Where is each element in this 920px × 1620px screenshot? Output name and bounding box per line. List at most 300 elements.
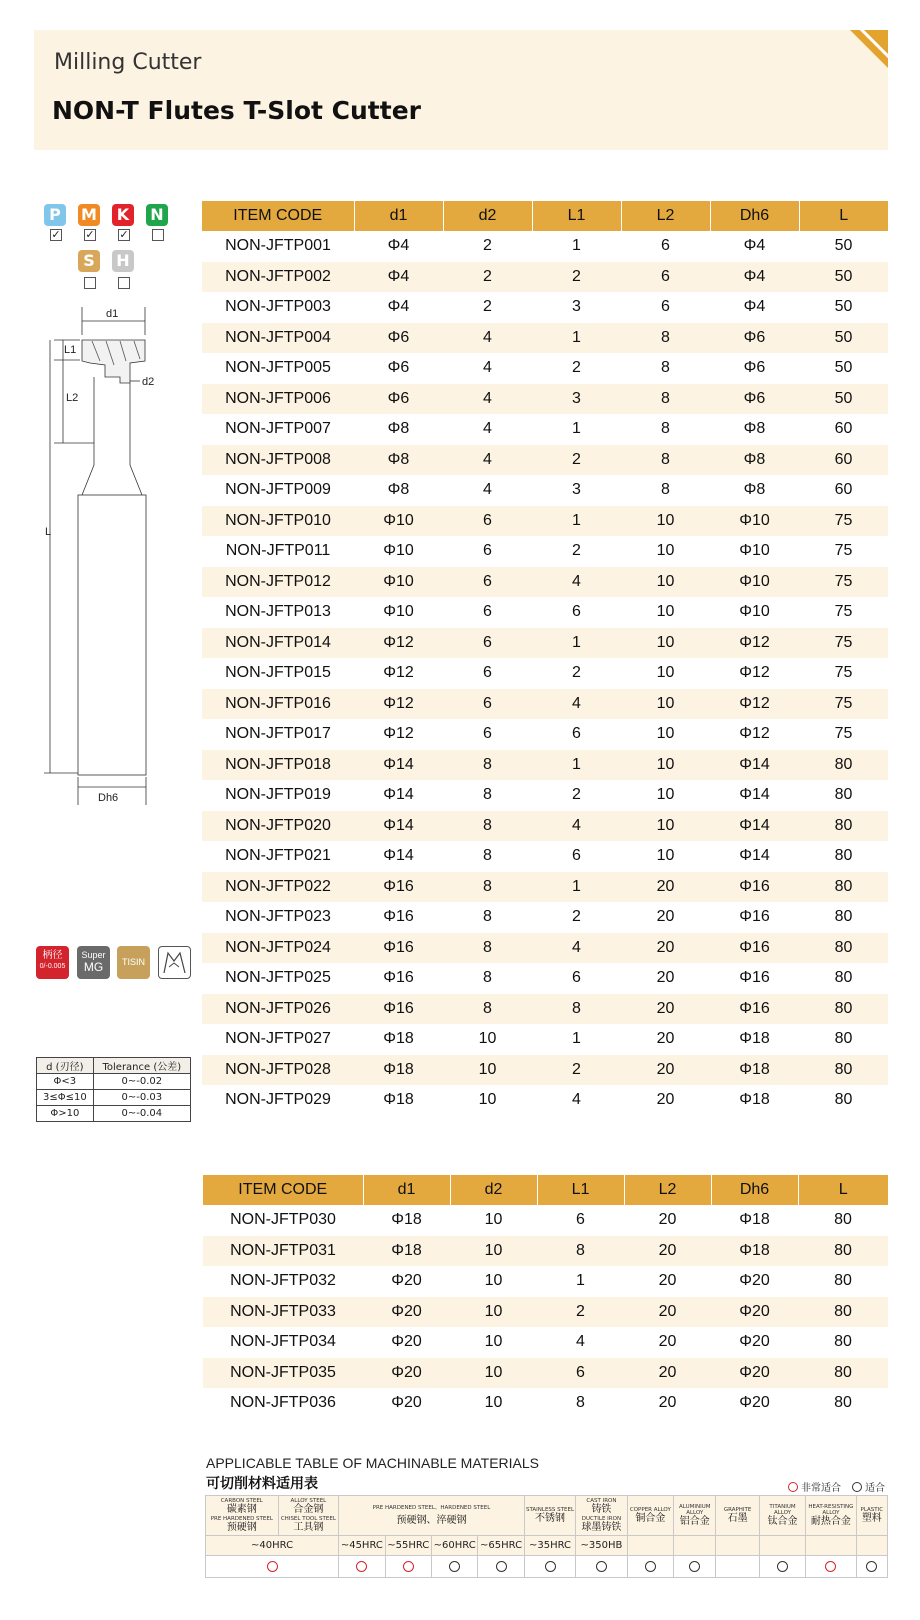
table-row: [202, 536, 888, 567]
table-cell: 75: [834, 603, 853, 621]
table-cell: 2: [532, 1055, 621, 1086]
table-cell: 80: [798, 1358, 888, 1389]
table-cell: Φ8: [354, 445, 443, 476]
table-cell: 75: [799, 689, 888, 720]
material-h-badge: H: [112, 250, 134, 272]
column-header: ITEM CODE: [202, 201, 354, 231]
table-cell: Φ18: [710, 1055, 799, 1086]
item-code-cell: NON-JFTP020: [202, 811, 354, 842]
table-cell: Φ20: [711, 1358, 798, 1389]
table-cell: 1: [532, 506, 621, 537]
material-p-badge: P: [44, 204, 66, 226]
column-header: d2: [450, 1175, 537, 1205]
table-cell: 80: [799, 1055, 888, 1086]
table-cell: Φ18: [363, 1236, 450, 1267]
suitable-icon: [777, 1561, 788, 1572]
table-cell: 8: [621, 384, 710, 415]
table-cell: 20: [656, 969, 675, 987]
column-header: L2: [624, 1175, 711, 1205]
table-cell: 60: [834, 420, 853, 438]
material-p-checkbox: ✓: [51, 229, 61, 241]
dim-l: L: [45, 526, 52, 538]
table-cell: Φ20: [391, 1394, 422, 1412]
shank-tolerance-badge: 柄径 0/-0.005: [36, 946, 69, 979]
material-s-badge: S: [78, 250, 100, 272]
table-cell: 4: [532, 811, 621, 842]
table-cell: 10: [656, 725, 675, 743]
table-cell: Φ12: [710, 628, 799, 659]
table-cell: 8: [537, 1236, 624, 1267]
table-cell: Φ8: [743, 420, 766, 438]
suitable-icon: [689, 1561, 700, 1572]
table-cell: 4: [483, 420, 492, 438]
suitability-cell: [339, 1556, 385, 1578]
table-row: [203, 1388, 888, 1419]
item-code-cell: NON-JFTP036: [230, 1394, 336, 1412]
table-cell: Φ10: [383, 542, 414, 560]
table-cell: 10: [656, 603, 675, 621]
table-cell: 4: [443, 323, 532, 354]
item-code-cell: NON-JFTP025: [225, 969, 331, 987]
table-cell: 10: [656, 786, 675, 804]
table-cell: Φ14: [739, 847, 770, 865]
table-cell: 6: [661, 298, 670, 316]
dim-d2: d2: [142, 376, 155, 388]
material-m-checkbox: ✓: [85, 229, 95, 241]
table-row: [202, 1055, 888, 1086]
dim-dh6: Dh6: [98, 792, 119, 804]
table-cell: 6: [443, 689, 532, 720]
table-cell: 20: [624, 1297, 711, 1328]
table-cell: 80: [799, 872, 888, 903]
item-code-cell: NON-JFTP026: [202, 994, 354, 1025]
table-cell: 10: [484, 1333, 503, 1351]
table-cell: 2: [572, 359, 581, 377]
table-cell: 80: [834, 1091, 853, 1109]
table-cell: 2: [537, 1297, 624, 1328]
table-cell: 60: [834, 481, 853, 499]
column-header: L1: [532, 201, 621, 231]
materials-header-row: CARBON STEEL 碳素钢 PRE HARDENED STEEL 预硬钢 ALLOY STEEL 合金钢 CHISEL TOOL STEEL 工具钢 PRE HARDENED STEEL、HARDENED STEEL 预硬钢、淬硬钢 STAINLESS STEEL 不锈钢 CAST IRON 铸铁 DUCTILE IRON 球墨铸铁 COPPER ALLOY 铜合金 ALUMINIUM ALLOY 铝合金 GRAPHITE 石墨 TITANIUM ALLOY 钛合金 HEAT-RESISTING ALLOY 耐热合金 PLASTIC 塑料: [206, 1496, 888, 1536]
table-cell: Φ14: [354, 750, 443, 781]
table-row: [202, 323, 888, 354]
table-cell: 20: [624, 1236, 711, 1267]
table-cell: Φ8: [387, 420, 410, 438]
table-row: [202, 750, 888, 781]
table-row: [202, 1024, 888, 1055]
table-cell: Φ6: [354, 384, 443, 415]
table-cell: 1: [532, 750, 621, 781]
table-cell: 10: [450, 1236, 537, 1267]
table-row: [202, 353, 888, 384]
table-row: [202, 994, 888, 1025]
black-circle-icon: [852, 1482, 862, 1492]
table-cell: 8: [483, 786, 492, 804]
table-cell: 10: [621, 506, 710, 537]
table-header-row: [202, 201, 888, 231]
table-cell: 20: [658, 1211, 677, 1229]
table-cell: 6: [483, 603, 492, 621]
table-cell: 8: [661, 481, 670, 499]
table-cell: 8: [483, 969, 492, 987]
table-cell: 80: [834, 786, 853, 804]
item-code-cell: NON-JFTP018: [202, 750, 354, 781]
table-cell: 50: [799, 262, 888, 293]
table-cell: 75: [799, 628, 888, 659]
column-header: Dh6: [710, 201, 799, 231]
item-code-cell: NON-JFTP001: [225, 237, 331, 255]
table-cell: Φ18: [739, 1091, 770, 1109]
table-cell: Φ14: [739, 786, 770, 804]
table-cell: 20: [656, 1030, 675, 1048]
table-cell: 75: [834, 542, 853, 560]
table-cell: Φ4: [387, 298, 410, 316]
table-row: [203, 1327, 888, 1358]
table-cell: 8: [661, 359, 670, 377]
suitable-icon: [449, 1561, 460, 1572]
column-header: d1: [354, 201, 443, 231]
table-row: [202, 414, 888, 445]
item-code-cell: NON-JFTP005: [225, 359, 331, 377]
table-cell: 2: [483, 298, 492, 316]
table-row: [202, 231, 888, 262]
dim-l2: L2: [66, 392, 79, 404]
item-code-cell: NON-JFTP021: [225, 847, 331, 865]
column-header: L: [799, 201, 888, 231]
item-code-cell: NON-JFTP023: [225, 908, 331, 926]
column-header: L: [798, 1175, 888, 1205]
table-row: [202, 902, 888, 933]
table-cell: Φ4: [387, 237, 410, 255]
table-cell: 6: [572, 969, 581, 987]
item-code-cell: NON-JFTP022: [202, 872, 354, 903]
table-cell: 2: [532, 445, 621, 476]
item-code-cell: NON-JFTP019: [225, 786, 331, 804]
red-circle-icon: [788, 1482, 798, 1492]
table-row: [202, 658, 888, 689]
table-cell: Φ10: [354, 506, 443, 537]
table-cell: 6: [572, 725, 581, 743]
table-cell: Φ18: [354, 1055, 443, 1086]
table-cell: 80: [834, 1333, 852, 1351]
table-row: [202, 262, 888, 293]
table-cell: Φ14: [710, 750, 799, 781]
table-cell: 50: [834, 237, 853, 255]
item-code-cell: NON-JFTP007: [225, 420, 331, 438]
table-row: [203, 1205, 888, 1236]
suitable-icon: [645, 1561, 656, 1572]
suitability-cell: [806, 1556, 856, 1578]
table-cell: 4: [532, 567, 621, 598]
table-cell: 2: [572, 908, 581, 926]
item-code-cell: NON-JFTP031: [203, 1236, 363, 1267]
table-cell: Φ10: [710, 506, 799, 537]
table-cell: Φ4: [354, 262, 443, 293]
table-cell: 80: [834, 969, 853, 987]
table-cell: Φ16: [739, 908, 770, 926]
table-cell: 10: [656, 664, 675, 682]
table-row: [202, 475, 888, 506]
table-cell: 4: [443, 445, 532, 476]
table-row: [203, 1297, 888, 1328]
item-code-cell: NON-JFTP004: [202, 323, 354, 354]
table-cell: Φ14: [354, 811, 443, 842]
table-cell: 20: [658, 1272, 677, 1290]
table-cell: Φ12: [354, 628, 443, 659]
table-cell: 4: [576, 1333, 585, 1351]
table-cell: 50: [834, 298, 853, 316]
table-cell: Φ12: [710, 689, 799, 720]
table-cell: 8: [443, 750, 532, 781]
item-code-cell: NON-JFTP030: [230, 1211, 336, 1229]
table-cell: Φ12: [383, 664, 414, 682]
table-cell: Φ20: [363, 1358, 450, 1389]
table-cell: Φ14: [383, 847, 414, 865]
t-slot-profile-icon: [158, 946, 191, 979]
table-cell: 2: [483, 237, 492, 255]
very-suitable-icon: [403, 1561, 414, 1572]
table-cell: Φ18: [711, 1236, 798, 1267]
table-cell: 75: [799, 506, 888, 537]
suitable-icon: [545, 1561, 556, 1572]
table-cell: Φ16: [354, 994, 443, 1025]
table-cell: 20: [658, 1333, 677, 1351]
table-cell: 10: [478, 1030, 497, 1048]
table-cell: 75: [799, 567, 888, 598]
table-cell: 75: [834, 725, 853, 743]
table-cell: Φ18: [739, 1030, 770, 1048]
table-cell: Φ20: [391, 1272, 422, 1290]
table-cell: 80: [834, 1394, 852, 1412]
applicable-materials-table: [205, 1495, 888, 1578]
dim-l1: L1: [64, 344, 77, 356]
table-cell: 20: [621, 933, 710, 964]
item-code-cell: NON-JFTP006: [202, 384, 354, 415]
table-cell: Φ10: [354, 567, 443, 598]
hardness-row: ~40HRC ~45HRC ~55HRC ~60HRC ~65HRC ~35HRC ~350HB: [206, 1536, 888, 1556]
table-cell: 8: [443, 811, 532, 842]
column-header: d1: [363, 1175, 450, 1205]
table-cell: 10: [621, 567, 710, 598]
table-cell: 10: [621, 689, 710, 720]
suitability-cell: [478, 1556, 524, 1578]
table-cell: 1: [532, 872, 621, 903]
applicable-title-cn: 可切削材料适用表: [206, 1476, 318, 1492]
table-cell: 2: [572, 664, 581, 682]
table-cell: Φ16: [710, 933, 799, 964]
item-code-cell: NON-JFTP009: [225, 481, 331, 499]
suitability-cell: [856, 1556, 887, 1578]
table-cell: Φ6: [710, 384, 799, 415]
table-row: [202, 780, 888, 811]
table-row: [202, 445, 888, 476]
table-row: [202, 811, 888, 842]
table-cell: 10: [621, 811, 710, 842]
table-cell: Φ8: [743, 481, 766, 499]
table-cell: Φ18: [739, 1211, 770, 1229]
table-cell: 20: [658, 1394, 677, 1412]
table-cell: 1: [576, 1272, 585, 1290]
item-code-cell: NON-JFTP002: [202, 262, 354, 293]
table-cell: 10: [484, 1394, 503, 1412]
table-cell: 8: [621, 323, 710, 354]
table-cell: Φ20: [363, 1297, 450, 1328]
table-cell: 8: [443, 994, 532, 1025]
table-cell: 80: [798, 1236, 888, 1267]
table-row: [202, 384, 888, 415]
table-row: [202, 963, 888, 994]
table-cell: 50: [834, 359, 853, 377]
item-code-cell: NON-JFTP011: [225, 542, 331, 560]
table-cell: Φ10: [739, 542, 770, 560]
table-cell: Φ6: [354, 323, 443, 354]
page-subtitle: Milling Cutter: [54, 50, 202, 75]
item-code-cell: NON-JFTP012: [202, 567, 354, 598]
item-code-cell: NON-JFTP016: [202, 689, 354, 720]
table-row: [202, 719, 888, 750]
table-cell: 8: [532, 994, 621, 1025]
tisin-coating-badge: TISIN: [117, 946, 150, 979]
table-cell: 50: [799, 384, 888, 415]
table-cell: 10: [484, 1211, 503, 1229]
table-cell: Φ12: [354, 689, 443, 720]
very-suitable-icon: [825, 1561, 836, 1572]
table-cell: 20: [624, 1358, 711, 1389]
material-k-checkbox: ✓: [119, 229, 129, 241]
table-cell: 4: [483, 481, 492, 499]
very-suitable-icon: [356, 1561, 367, 1572]
table-cell: 1: [572, 420, 581, 438]
table-cell: 6: [661, 237, 670, 255]
material-h-checkbox: [118, 277, 130, 289]
table-cell: Φ14: [710, 811, 799, 842]
suitability-cell: [674, 1556, 716, 1578]
tolerance-table: [36, 1057, 191, 1122]
table-cell: 10: [450, 1297, 537, 1328]
specs-table-1: [202, 201, 888, 1116]
table-row: [202, 689, 888, 720]
table-cell: Φ20: [711, 1297, 798, 1328]
table-cell: 80: [834, 908, 853, 926]
suitability-cell: [576, 1556, 627, 1578]
table-cell: 3: [572, 298, 581, 316]
table-cell: 6: [443, 506, 532, 537]
table-cell: 6: [443, 567, 532, 598]
table-cell: Φ6: [743, 359, 766, 377]
table-cell: 8: [443, 933, 532, 964]
suitability-row: [206, 1556, 888, 1578]
table-cell: Φ12: [383, 725, 414, 743]
table-cell: 6: [572, 603, 581, 621]
table-row: [203, 1266, 888, 1297]
table-cell: 80: [834, 1211, 852, 1229]
table-cell: 20: [621, 1055, 710, 1086]
table-cell: 10: [656, 847, 675, 865]
table-cell: 80: [834, 847, 853, 865]
table-cell: Φ10: [739, 603, 770, 621]
item-code-cell: NON-JFTP003: [225, 298, 331, 316]
suitability-cell: [206, 1556, 339, 1578]
table-row: [202, 567, 888, 598]
table-cell: 80: [834, 1030, 853, 1048]
table-row: [202, 841, 888, 872]
table-cell: 10: [484, 1272, 503, 1290]
legend-very-suitable: 非常适合: [788, 1479, 841, 1494]
material-m-badge: M: [78, 204, 100, 226]
table-cell: 60: [799, 445, 888, 476]
table-cell: Φ12: [739, 725, 770, 743]
table-cell: 6: [572, 847, 581, 865]
table-cell: Φ16: [383, 908, 414, 926]
column-header: L2: [621, 201, 710, 231]
table-cell: 6: [576, 1211, 585, 1229]
tolerance-row: Φ<3 0~-0.02: [37, 1074, 191, 1090]
suitability-cell: [524, 1556, 575, 1578]
table-cell: 3: [572, 481, 581, 499]
table-cell: Φ10: [383, 603, 414, 621]
table-cell: 50: [799, 323, 888, 354]
suitability-cell: [627, 1556, 673, 1578]
table-cell: 2: [572, 786, 581, 804]
table-cell: 10: [443, 1055, 532, 1086]
table-header-row: [203, 1175, 888, 1205]
table-cell: 10: [478, 1091, 497, 1109]
table-cell: Φ18: [383, 1030, 414, 1048]
table-cell: 10: [621, 750, 710, 781]
legend-suitable: 适合: [852, 1479, 885, 1494]
material-s-checkbox: [84, 277, 96, 289]
table-cell: Φ8: [710, 445, 799, 476]
material-k-badge: K: [112, 204, 134, 226]
table-cell: Φ4: [743, 237, 766, 255]
table-cell: 1: [532, 628, 621, 659]
tolerance-row: 3≤Φ≤10 0~-0.03: [37, 1090, 191, 1106]
table-cell: 80: [799, 933, 888, 964]
table-cell: 20: [621, 872, 710, 903]
table-cell: 80: [799, 750, 888, 781]
table-cell: 8: [443, 872, 532, 903]
column-header: ITEM CODE: [203, 1175, 363, 1205]
table-cell: 2: [443, 262, 532, 293]
table-cell: 80: [799, 994, 888, 1025]
item-code-cell: NON-JFTP010: [202, 506, 354, 537]
table-row: [202, 506, 888, 537]
table-cell: 4: [572, 1091, 581, 1109]
table-cell: Φ14: [383, 786, 414, 804]
table-cell: 1: [532, 323, 621, 354]
table-cell: Φ16: [383, 969, 414, 987]
item-code-cell: NON-JFTP008: [202, 445, 354, 476]
table-row: [203, 1236, 888, 1267]
table-cell: 4: [443, 384, 532, 415]
table-row: [202, 628, 888, 659]
table-cell: 8: [483, 908, 492, 926]
t-slot-cutter-diagram: [40, 305, 200, 845]
table-row: [202, 597, 888, 628]
table-cell: 20: [621, 994, 710, 1025]
suitable-icon: [866, 1561, 877, 1572]
table-cell: 75: [834, 664, 853, 682]
column-header: L1: [537, 1175, 624, 1205]
table-cell: Φ16: [739, 969, 770, 987]
specs-table-2: [203, 1175, 888, 1419]
table-cell: Φ4: [710, 262, 799, 293]
material-n-badge: N: [146, 204, 168, 226]
suitable-icon: [496, 1561, 507, 1572]
table-cell: 20: [656, 1091, 675, 1109]
tolerance-row: Φ>10 0~-0.04: [37, 1106, 191, 1122]
table-cell: 6: [443, 628, 532, 659]
